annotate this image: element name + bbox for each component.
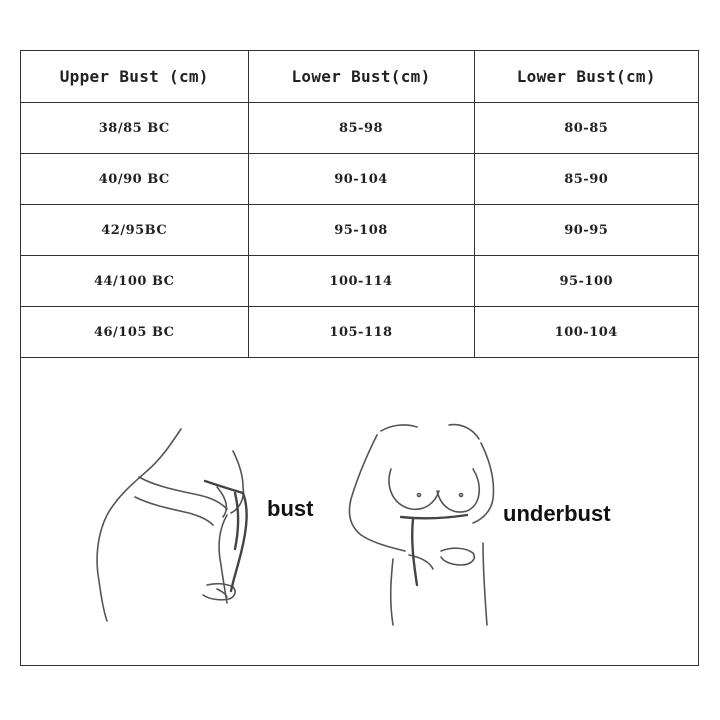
bust-label: bust	[267, 496, 314, 521]
cell-lower-bust-2: 80-85	[474, 103, 698, 154]
size-table	[21, 51, 698, 358]
header-lower-bust-2: Lower Bust(cm)	[474, 51, 698, 103]
bust-figure-icon	[21, 359, 281, 665]
cell-lower-bust: 105-118	[248, 307, 474, 358]
table-header-row	[21, 51, 698, 103]
cell-lower-bust-2: 85-90	[474, 154, 698, 205]
cell-lower-bust: 95-108	[248, 205, 474, 256]
cell-upper-bust: 46/105 BC	[21, 307, 248, 358]
table-row	[21, 103, 698, 154]
size-chart-frame	[20, 50, 699, 666]
header-upper-bust: Upper Bust (cm)	[21, 51, 248, 103]
table-row	[21, 256, 698, 307]
header-lower-bust: Lower Bust(cm)	[248, 51, 474, 103]
cell-lower-bust: 90-104	[248, 154, 474, 205]
cell-lower-bust-2: 90-95	[474, 205, 698, 256]
cell-lower-bust-2: 100-104	[474, 307, 698, 358]
cell-upper-bust: 40/90 BC	[21, 154, 248, 205]
cell-lower-bust-2: 95-100	[474, 256, 698, 307]
underbust-label: underbust	[503, 501, 611, 526]
table-row	[21, 154, 698, 205]
table-row	[21, 205, 698, 256]
cell-upper-bust: 42/95BC	[21, 205, 248, 256]
cell-lower-bust: 100-114	[248, 256, 474, 307]
cell-lower-bust: 85-98	[248, 103, 474, 154]
cell-upper-bust: 38/85 BC	[21, 103, 248, 154]
cell-upper-bust: 44/100 BC	[21, 256, 248, 307]
table-row	[21, 307, 698, 358]
measurement-illustration	[21, 359, 698, 665]
